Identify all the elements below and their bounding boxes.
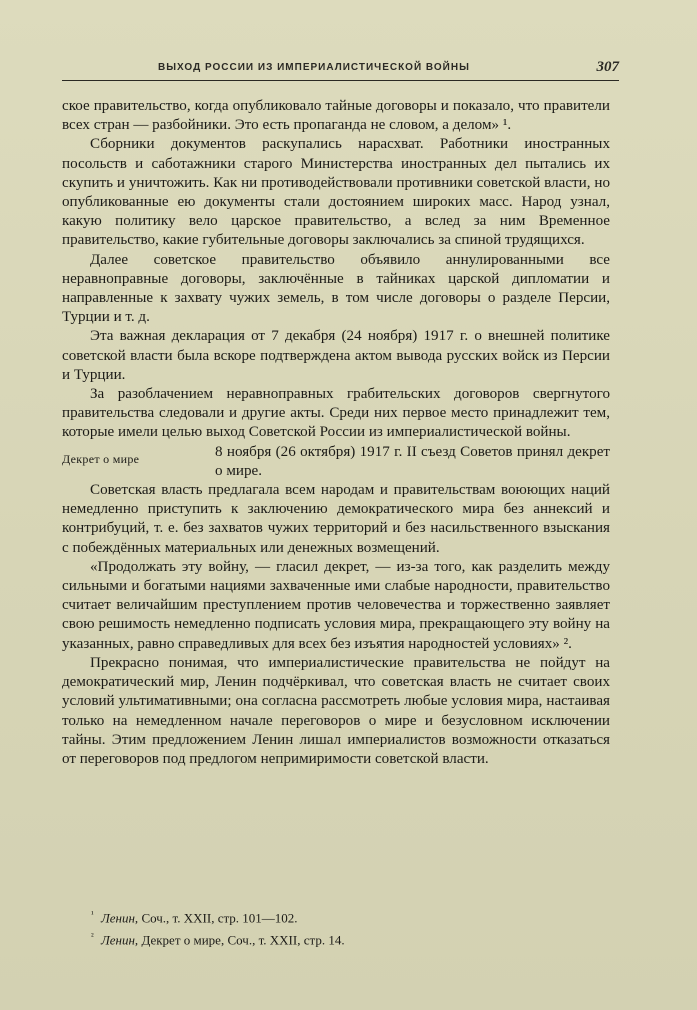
paragraph-9: Прекрасно понимая, что империалистические правительства не пойдут на демократический мир, Ленин подчёркивал, что советская власть не считает своих условий ультимативными; она согласна рассмотреть любые условия мира, настаивая только на немедленном начале переговоров о мире и безусловном исключении тайны. Этим предложением Ленин лишал империалистов возможности отказаться от переговоров под предлогом непримиримости советской власти. [62, 654, 610, 767]
footnote-mark: ² [91, 931, 94, 942]
paragraph-1: ское правительство, когда опубликовало тайные договоры и показало, что правители всех стран — разбойники. Это есть пропаганда не словом, а делом» ¹. [62, 98, 610, 134]
paragraph-3: Далее советское правительство объявило аннулированными все неравноправные договоры, заключённые в тайниках царской дипломатии и направленные к захвату чужих земель, в том числе договоры о разделе Персии, Турции и т. д. [62, 251, 610, 326]
decree-block [62, 443, 610, 481]
page-header [62, 58, 619, 81]
main-text [62, 97, 610, 769]
footnote-mark: ¹ [91, 909, 94, 919]
paragraph-7: Советская власть предлагала всем народам и правительствам воюющих наций немедленно приступить к заключению демократического мира без аннексий и контрибуций, т. е. без захватов чужих территорий и без насильственного взыскания с побеждённых материальных или денежных возмещений. [62, 482, 610, 556]
paragraph-5: За разоблачением неравноправных грабительских договоров свергнутого правительства следовали и другие акты. Среди них первое место принадлежит тем, которые имели целью выход Советской России из империалистической войны. [62, 386, 610, 441]
paragraph-4: Эта важная декларация от 7 декабря (24 ноября) 1917 г. о внешней политике советской власти была вскоре подтверждена актом вывода русских войск из Персии и Турции. [62, 328, 610, 383]
footnotes [62, 905, 610, 950]
footnote-author: Ленин, [100, 932, 139, 948]
margin-note: Декрет о мире [62, 451, 140, 466]
footnote-text: Соч., т. XXII, стр. 101—102. [141, 910, 298, 926]
page-number: 307 [596, 59, 619, 75]
footnote-text: Декрет о мире, Соч., т. XXII, стр. 14. [141, 932, 345, 948]
footnote-2 [62, 927, 610, 949]
paragraph-2: Сборники документов раскупались нарасхват. Работники иностранных посольств и саботажники старого Министерства иностранных дел пытались их скупить и уничтожить. Как ни противодействовали противники советской власти, но опубликованные ею документы стали достоянием широких масс. Народ узнал, какую политику вело царское правительство, а вслед за ним Временное правительство, какие губительные договоры заключались за спиной трудящихся. [62, 136, 610, 249]
footnote-author: Ленин, [100, 910, 139, 926]
paragraph-6: 8 ноября (26 октября) 1917 г. II съезд Советов принял декрет о мире. [215, 443, 610, 479]
footnote-1 [62, 905, 610, 927]
running-title: ВЫХОД РОССИИ ИЗ ИМПЕРИАЛИСТИЧЕСКОЙ ВОЙНЫ [158, 62, 470, 73]
paragraph-8: «Продолжать эту войну, — гласил декрет, — из-за того, как разделить между сильными и богатыми нациями захваченные ими слабые народности, правительство считает величайшим преступлением против человечества и торжественно заявляет свою решимость немедленно подписать условия мира, прекращающего эту войну на указанных, равно справедливых для всех без изъятия народностей условиях» ². [62, 558, 610, 652]
